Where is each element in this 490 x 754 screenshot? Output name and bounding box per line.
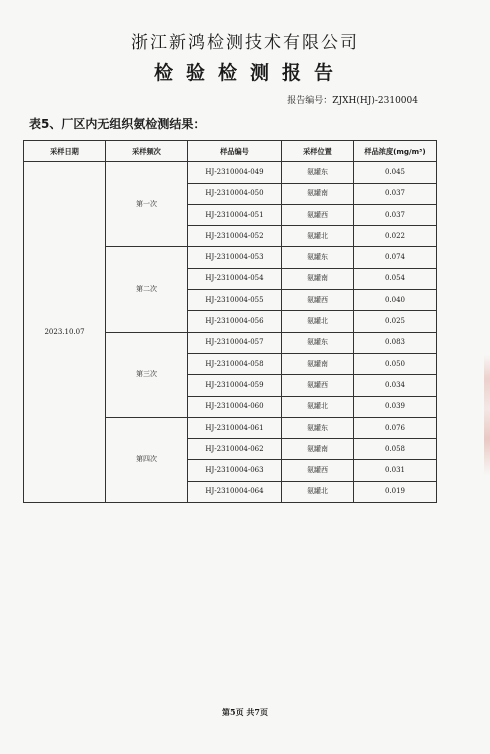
sample-id-cell: HJ-2310004-054 [188, 268, 282, 289]
sampling-location-cell: 氨罐南 [282, 439, 354, 460]
table-header-row [24, 141, 437, 162]
concentration-cell: 0.040 [354, 290, 437, 311]
concentration-cell: 0.031 [354, 460, 437, 481]
sampling-location-cell: 氨罐西 [282, 290, 354, 311]
concentration-cell: 0.074 [354, 247, 437, 268]
sample-id-cell: HJ-2310004-049 [188, 162, 282, 183]
sample-id-cell: HJ-2310004-056 [188, 311, 282, 332]
sample-id-cell: HJ-2310004-057 [188, 332, 282, 353]
sampling-location-cell: 氨罐北 [282, 226, 354, 247]
results-table [23, 140, 437, 503]
sample-id-cell: HJ-2310004-052 [188, 226, 282, 247]
sample-id-cell: HJ-2310004-062 [188, 439, 282, 460]
sampling-location-cell: 氨罐南 [282, 353, 354, 374]
sampling-frequency-cell: 第一次 [106, 162, 188, 247]
concentration-cell: 0.054 [354, 268, 437, 289]
header-sampling-date: 采样日期 [24, 141, 106, 162]
sampling-location-cell: 氨罐西 [282, 375, 354, 396]
report-number: 报告编号：ZJXH(HJ)-2310004 [287, 96, 418, 106]
report-title: 检验检测报告 [153, 62, 346, 84]
company-name: 浙江新鸿检测技术有限公司 [131, 33, 359, 53]
concentration-cell: 0.037 [354, 183, 437, 204]
header-sampling-location: 采样位置 [282, 141, 354, 162]
table-row [24, 162, 437, 183]
sample-id-cell: HJ-2310004-055 [188, 290, 282, 311]
table-body [24, 162, 437, 503]
sample-id-cell: HJ-2310004-053 [188, 247, 282, 268]
sampling-location-cell: 氨罐南 [282, 268, 354, 289]
concentration-cell: 0.019 [354, 481, 437, 502]
header-sampling-frequency: 采样频次 [106, 141, 188, 162]
concentration-cell: 0.025 [354, 311, 437, 332]
sampling-location-cell: 氨罐东 [282, 332, 354, 353]
sample-id-cell: HJ-2310004-064 [188, 481, 282, 502]
concentration-cell: 0.050 [354, 353, 437, 374]
sampling-location-cell: 氨罐东 [282, 247, 354, 268]
sampling-location-cell: 氨罐北 [282, 311, 354, 332]
sampling-location-cell: 氨罐南 [282, 183, 354, 204]
sample-id-cell: HJ-2310004-059 [188, 375, 282, 396]
sampling-frequency-cell: 第三次 [106, 332, 188, 417]
seal-stamp-edge [484, 355, 490, 475]
header-concentration: 样品浓度(mg/m³) [354, 141, 437, 162]
concentration-cell: 0.058 [354, 439, 437, 460]
sample-id-cell: HJ-2310004-058 [188, 353, 282, 374]
page-footer: 第5页 共7页 [222, 707, 268, 717]
sampling-frequency-cell: 第四次 [106, 417, 188, 502]
sampling-location-cell: 氨罐北 [282, 481, 354, 502]
sampling-location-cell: 氨罐西 [282, 204, 354, 225]
header-sample-id: 样品编号 [188, 141, 282, 162]
concentration-cell: 0.039 [354, 396, 437, 417]
concentration-cell: 0.037 [354, 204, 437, 225]
table-caption: 表5、厂区内无组织氨检测结果： [29, 117, 206, 131]
sample-id-cell: HJ-2310004-061 [188, 417, 282, 438]
concentration-cell: 0.076 [354, 417, 437, 438]
sample-id-cell: HJ-2310004-050 [188, 183, 282, 204]
sample-id-cell: HJ-2310004-060 [188, 396, 282, 417]
concentration-cell: 0.045 [354, 162, 437, 183]
concentration-cell: 0.083 [354, 332, 437, 353]
sample-id-cell: HJ-2310004-051 [188, 204, 282, 225]
sampling-location-cell: 氨罐东 [282, 162, 354, 183]
sampling-location-cell: 氨罐北 [282, 396, 354, 417]
concentration-cell: 0.022 [354, 226, 437, 247]
sampling-location-cell: 氨罐西 [282, 460, 354, 481]
sampling-location-cell: 氨罐东 [282, 417, 354, 438]
concentration-cell: 0.034 [354, 375, 437, 396]
sample-id-cell: HJ-2310004-063 [188, 460, 282, 481]
sampling-date-cell: 2023.10.07 [24, 162, 106, 503]
sampling-frequency-cell: 第二次 [106, 247, 188, 332]
